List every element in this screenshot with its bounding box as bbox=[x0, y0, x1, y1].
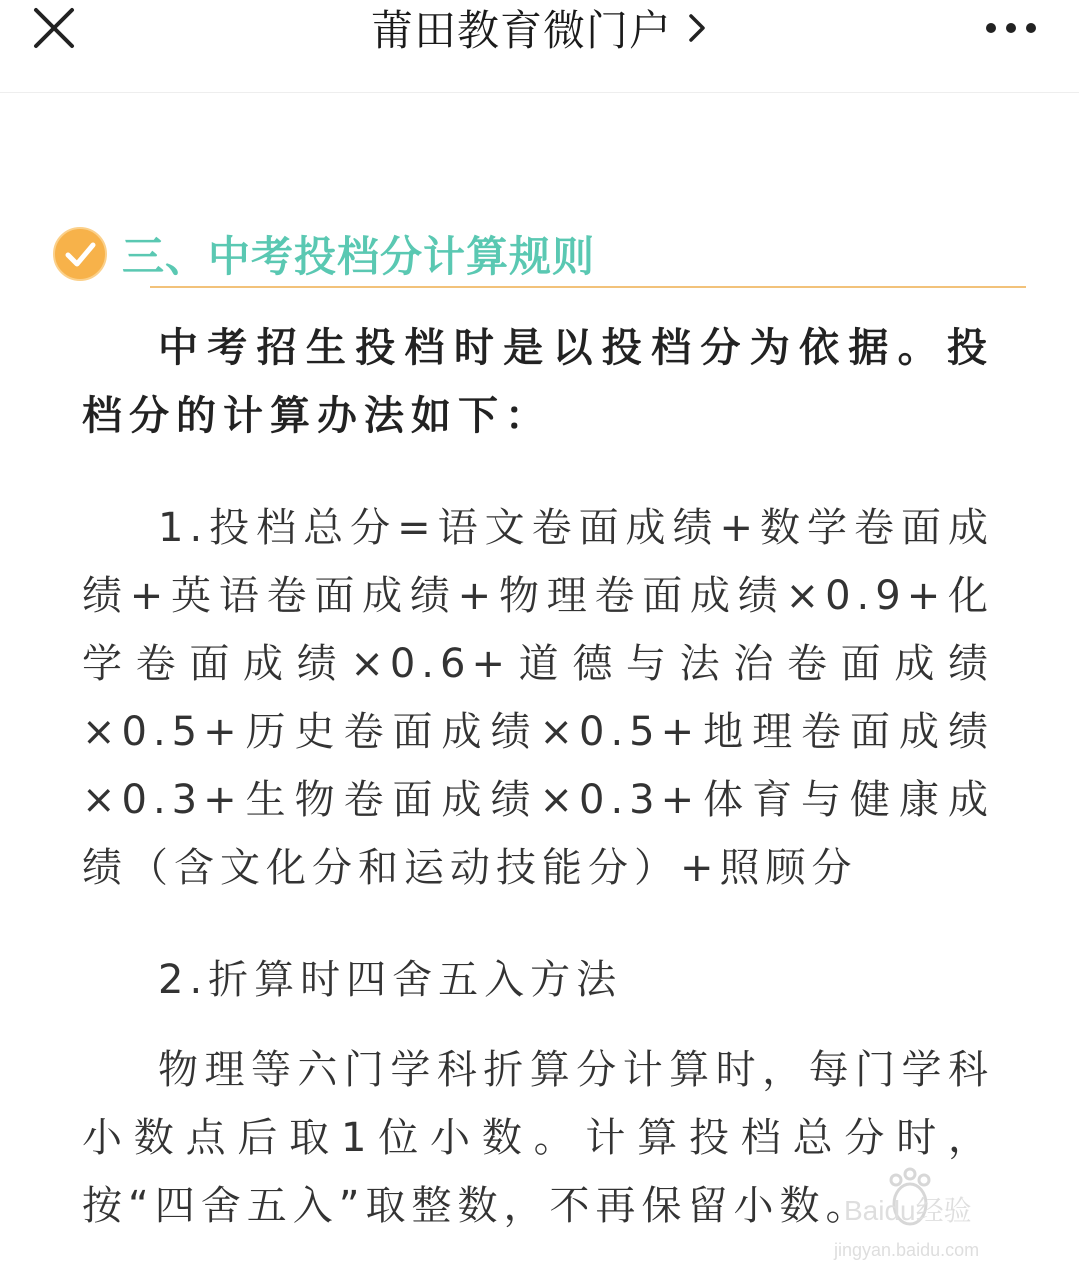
more-button[interactable] bbox=[983, 14, 1039, 42]
watermark-url: jingyan.baidu.com bbox=[834, 1240, 980, 1260]
baidu-jingyan-watermark bbox=[830, 1164, 1030, 1264]
watermark-brand: Baidu经验 bbox=[844, 1195, 972, 1226]
intro-paragraph: 中考招生投档时是以投档分为依据。投档分的计算办法如下： bbox=[82, 325, 994, 439]
section-title: 三、中考投档分计算规则 bbox=[122, 232, 596, 281]
chevron-right-icon bbox=[686, 12, 708, 44]
more-dots-icon bbox=[983, 14, 1039, 42]
page-title: 莆田教育微门户 bbox=[370, 6, 672, 55]
formula-paragraph: 1.投档总分=语文卷面成绩+数学卷面成绩+英语卷面成绩+物理卷面成绩×0.9+化学卷面成绩×0.6+道德与法治卷面成绩×0.5+历史卷面成绩×0.5+地理卷面成绩×0.3+生物卷面成绩×0.3+体育与健康成绩（含文化分和运动技能分）+照顾分 bbox=[82, 505, 994, 891]
account-title-link[interactable] bbox=[0, 0, 1079, 56]
section-heading bbox=[52, 224, 595, 284]
check-circle-icon bbox=[52, 226, 108, 282]
section-divider bbox=[150, 286, 1026, 288]
top-bar bbox=[0, 0, 1079, 93]
method-title-paragraph: 2.折算时四舍五入方法 bbox=[158, 957, 623, 1003]
rounding-rule-paragraph: 物理等六门学科折算分计算时，每门学科小数点后取1位小数。计算投档总分时，按“四舍五入”取整数，不再保留小数。 bbox=[82, 1047, 994, 1229]
